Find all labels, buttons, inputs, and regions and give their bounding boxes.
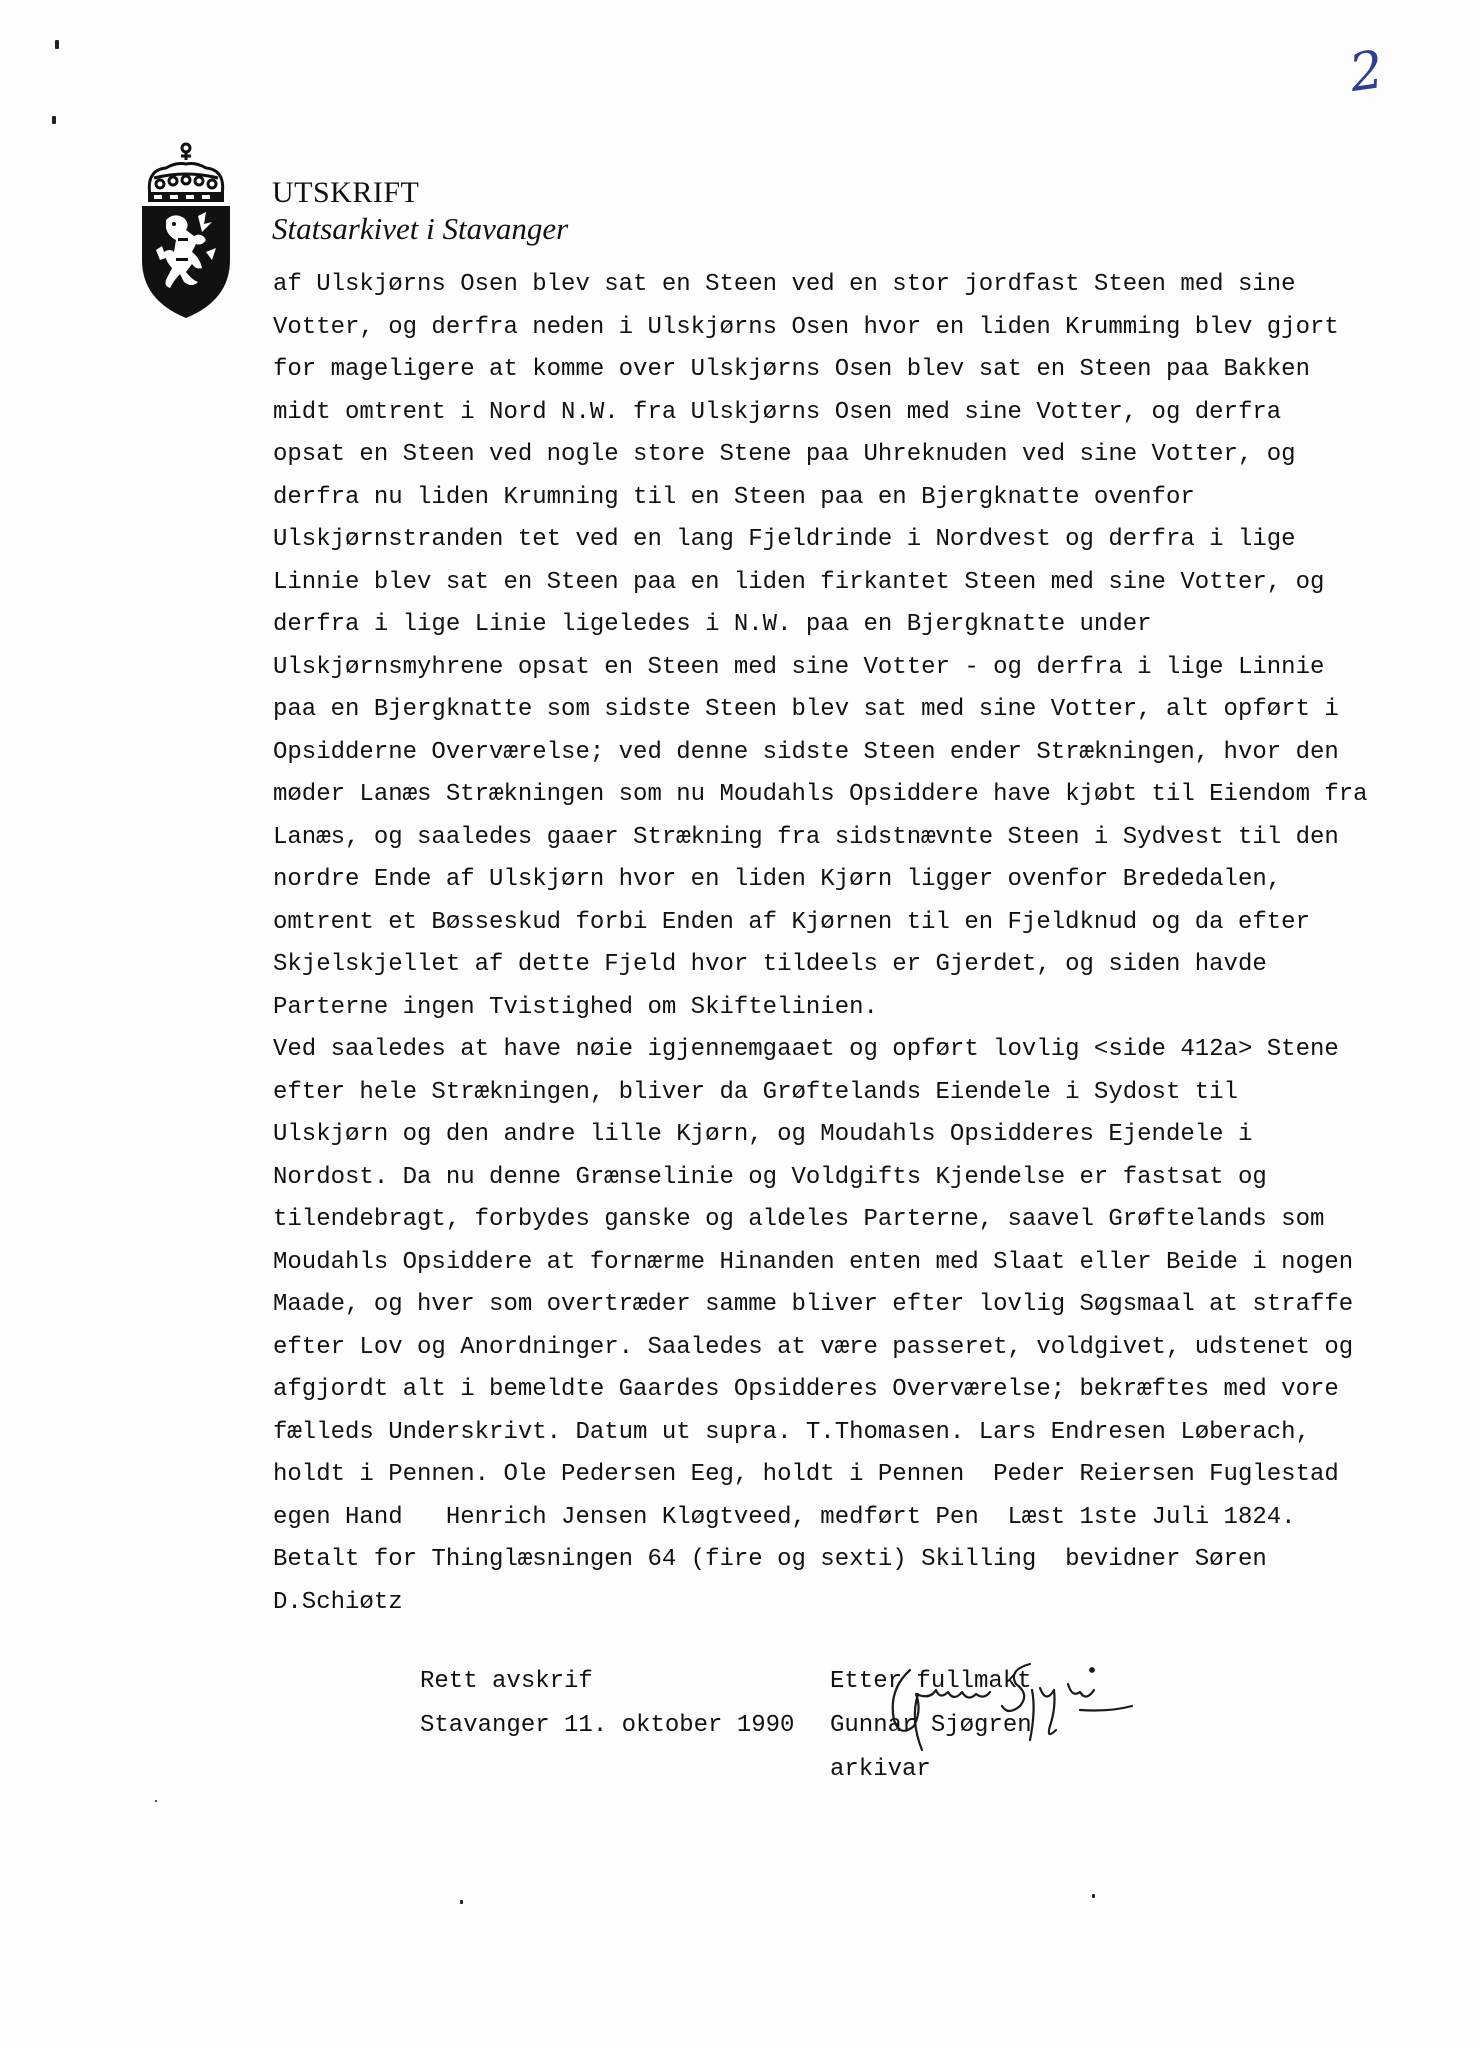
signer-title: arkivar [830, 1756, 931, 1783]
body-line: efter hele Strækningen, bliver da Grøftelands Eiendele i Sydost til [273, 1078, 1238, 1106]
body-line: tilendebragt, forbydes ganske og aldeles Parterne, saavel Grøftelands som [273, 1206, 1325, 1233]
page-number: 2 [1345, 39, 1388, 105]
body-line: Opsidderne Overværelse; ved denne sidste Steen ender Strækningen, hvor den [273, 738, 1339, 766]
body-line: midt omtrent i Nord N.W. fra Ulskjørns Osen med sine Votter, og derfra [273, 398, 1282, 426]
body-line: holdt i Pennen. Ole Pedersen Eeg, holdt i Pennen Peder Reiersen Fuglestad [273, 1461, 1339, 1488]
body-line: Parterne ingen Tvistighed om Skiftelinien. [273, 993, 878, 1021]
body-line: efter Lov og Anordninger. Saaledes at være passeret, voldgivet, udstenet og [273, 1333, 1354, 1361]
signer-name: Gunnar Sjøgren [830, 1712, 1032, 1739]
body-line: Ulskjørnstranden tet ved en lang Fjeldrinde i Nordvest og derfra i lige [273, 526, 1296, 553]
body-line: Ulskjørnsmyhrene opsat en Steen med sine Votter - og derfra i lige Linnie [273, 653, 1325, 681]
scan-speck [155, 1800, 157, 1802]
header-title: UTSKRIFT [272, 176, 420, 209]
scan-speck [1092, 1894, 1095, 1898]
authority-label: Etter fullmakt [830, 1668, 1032, 1695]
body-line: Skjelskjellet af dette Fjeld hvor tildeels er Gjerdet, og siden havde [273, 951, 1267, 978]
body-line: Ulskjørn og den andre lille Kjørn, og Moudahls Opsidderes Ejendele i [273, 1121, 1253, 1148]
body-line: fælleds Underskrivt. Datum ut supra. T.Thomasen. Lars Endresen Løberach, [273, 1418, 1310, 1446]
certification-place-date: Stavanger 11. oktober 1990 [420, 1712, 795, 1739]
certification-label: Rett avskrif [420, 1668, 593, 1695]
norwegian-coat-of-arms-icon [136, 140, 236, 320]
body-line: derfra i lige Linie ligeledes i N.W. paa en Bjergknatte under [273, 611, 1152, 638]
body-line: Ved saaledes at have nøie igjennemgaaet og opført lovlig <side 412a> Stene [273, 1036, 1339, 1063]
body-line: egen Hand Henrich Jensen Kløgtveed, medført Pen Læst 1ste Juli 1824. [273, 1503, 1296, 1531]
body-line: Maade, og hver som overtræder samme bliver efter lovlig Søgsmaal at straffe [273, 1291, 1354, 1318]
scan-speck [55, 40, 59, 49]
body-line: Linnie blev sat en Steen paa en liden firkantet Steen med sine Votter, og [273, 568, 1325, 596]
body-line: nordre Ende af Ulskjørn hvor en liden Kjørn ligger ovenfor Brededalen, [273, 866, 1282, 893]
body-line: Moudahls Opsiddere at fornærme Hinanden enten med Slaat eller Beide i nogen [273, 1248, 1354, 1276]
body-line: Lanæs, og saaledes gaaer Strækning fra sidstnævnte Steen i Sydvest til den [273, 823, 1339, 851]
scan-speck [52, 116, 56, 124]
certification-block [420, 1660, 794, 1748]
transcript-body [273, 264, 1368, 1624]
header-subtitle: Statsarkivet i Stavanger [272, 211, 569, 246]
body-line: af Ulskjørns Osen blev sat en Steen ved en stor jordfast Steen med sine [273, 271, 1296, 298]
body-line: paa en Bjergknatte som sidste Steen blev sat med sine Votter, alt opført i [273, 696, 1339, 723]
body-line: møder Lanæs Strækningen som nu Moudahls Opsiddere have kjøbt til Eiendom fra [273, 781, 1368, 808]
scan-speck [460, 1900, 463, 1904]
body-line: opsat en Steen ved nogle store Stene paa Uhreknuden ved sine Votter, og [273, 441, 1296, 468]
body-line: Betalt for Thinglæsningen 64 (fire og sexti) Skilling bevidner Søren [273, 1546, 1267, 1573]
body-line: omtrent et Bøsseskud forbi Enden af Kjørnen til en Fjeldknud og da efter [273, 908, 1310, 936]
body-line: D.Schiøtz [273, 1588, 403, 1616]
archive-header [272, 175, 568, 247]
body-line: derfra nu liden Krumning til en Steen paa en Bjergknatte ovenfor [273, 483, 1195, 511]
handwritten-signature [880, 1650, 1140, 1760]
body-line: Nordost. Da nu denne Grænselinie og Voldgifts Kjendelse er fastsat og [273, 1163, 1267, 1191]
body-line: for mageligere at komme over Ulskjørns Osen blev sat en Steen paa Bakken [273, 356, 1310, 383]
body-line: Votter, og derfra neden i Ulskjørns Osen hvor en liden Krumming blev gjort [273, 313, 1339, 341]
body-line: afgjordt alt i bemeldte Gaardes Opsidderes Overværelse; bekræftes med vore [273, 1376, 1339, 1403]
